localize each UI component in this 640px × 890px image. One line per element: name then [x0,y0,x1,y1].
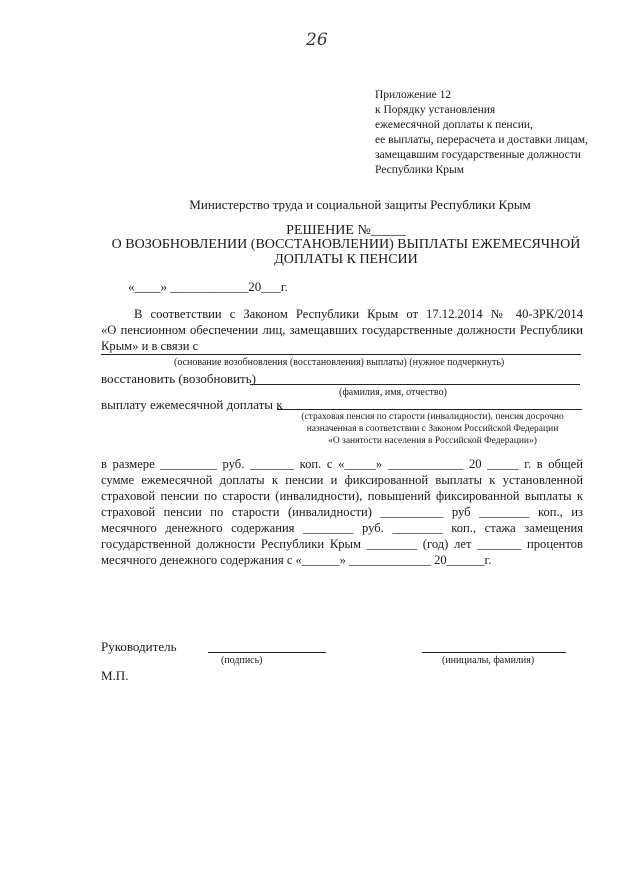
signature-caption: (подпись) [221,655,263,666]
initials-field[interactable] [422,652,566,653]
decision-subtitle: ДОПЛАТЫ К ПЕНСИИ [274,252,418,267]
paragraph-line: Крым» и в связи с [101,339,199,353]
basis-field[interactable] [101,354,581,355]
paragraph-line: страховой пенсии по старости (инвалидности) __________ руб ________ коп., из [101,505,583,519]
amount-paragraph [101,456,583,568]
payment-label: выплату ежемесячной доплаты к [101,397,283,412]
paragraph-line: «О пенсионном обеспечении лиц, замещавших государственные должности Республики [101,323,583,337]
appendix-line: к Порядку установления [375,104,496,116]
decision-subtitle: О ВОЗОБНОВЛЕНИИ (ВОССТАНОВЛЕНИИ) ВЫПЛАТЫ ЕЖЕМЕСЯЧНОЙ [111,237,581,252]
caption-line: (страховая пенсия по старости (инвалидности), пенсия досрочно [301,412,564,422]
restore-label: восстановить (возобновить) [101,371,256,386]
paragraph-line: страховой пенсии по старости (инвалидности), повышений фиксированной выплаты к [101,489,583,503]
paragraph-line: сумме ежемесячной доплаты к пенсии и фиксированной выплаты к установленной [101,473,583,487]
signature-field[interactable] [208,652,326,653]
pension-type-field[interactable] [277,409,582,410]
appendix-block [375,88,588,178]
basis-caption: (основание возобновления (восстановления) выплаты) (нужное подчеркнуть) [174,357,505,368]
fio-field[interactable] [250,384,580,385]
fio-caption: (фамилия, имя, отчество) [339,387,447,398]
date-line: «____» ____________20___г. [128,279,288,294]
paragraph-line: В соответствии с Законом Республики Крым от 17.12.2014 № 40-ЗРК/2014 [134,307,583,321]
paragraph-line: государственной должности Республики Крым ________ (год) лет _______ процентов [101,537,583,551]
paragraph-line: месячного денежного содержания с «______» _____________ 20______г. [101,553,492,567]
appendix-line: замещавшим государственные должности [375,149,581,161]
paragraph-line: в размере _________ руб. _______ коп. с «_____» ____________ 20 _____ г. в общей [101,457,583,471]
appendix-line: ежемесячной доплаты к пенсии, [375,119,533,131]
page-number: 26 [306,30,328,50]
head-label: Руководитель [101,639,177,654]
appendix-line: Приложение 12 [375,89,452,101]
intro-paragraph [101,306,583,354]
pension-caption [280,411,585,447]
paragraph-line: месячного денежного содержания ________ руб. ________ коп., стажа замещения [101,521,583,535]
appendix-line: Республики Крым [375,164,464,176]
decision-title: РЕШЕНИЕ №_____ [286,223,406,238]
stamp-label: М.П. [101,668,129,683]
initials-caption: (инициалы, фамилия) [442,655,535,666]
caption-line: назначенная в соответствии с Законом Российской Федерации [306,424,559,434]
appendix-line: ее выплаты, перерасчета и доставки лицам, [375,134,588,146]
ministry-name: Министерство труда и социальной защиты Республики Крым [189,197,531,212]
caption-line: «О занятости населения в Российской Федерации») [328,436,537,446]
